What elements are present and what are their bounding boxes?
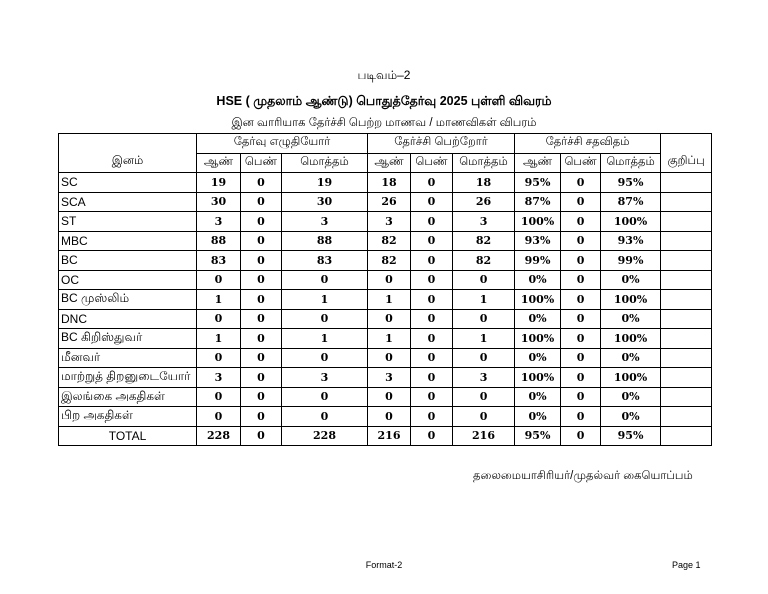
table-row xyxy=(59,192,712,212)
remark-cell xyxy=(661,270,712,290)
value-cell: 0 xyxy=(411,251,453,271)
value-cell: 0 xyxy=(241,309,282,329)
value-cell: 1 xyxy=(197,329,241,349)
sub-header-cell: மொத்தம் xyxy=(453,153,515,173)
value-cell: 0% xyxy=(601,270,661,290)
community-name: பிற அகதிகள் xyxy=(59,407,197,427)
value-cell: 95% xyxy=(515,426,561,446)
value-cell: 0% xyxy=(601,309,661,329)
table-row xyxy=(59,348,712,368)
value-cell: 0 xyxy=(561,231,601,251)
value-cell: 0 xyxy=(411,231,453,251)
value-cell: 0 xyxy=(453,387,515,407)
value-cell: 1 xyxy=(368,329,411,349)
table-row xyxy=(59,231,712,251)
remark-cell xyxy=(661,192,712,212)
value-cell: 99% xyxy=(601,251,661,271)
value-cell: 100% xyxy=(515,329,561,349)
value-cell: 0 xyxy=(561,251,601,271)
footer-format: Format-2 xyxy=(365,560,403,570)
group-header-passed: தேர்ச்சி பெற்றோர் xyxy=(368,134,515,154)
value-cell: 30 xyxy=(197,192,241,212)
value-cell: 100% xyxy=(515,290,561,310)
value-cell: 0 xyxy=(411,270,453,290)
value-cell: 0 xyxy=(241,251,282,271)
value-cell: 0 xyxy=(241,407,282,427)
value-cell: 26 xyxy=(368,192,411,212)
value-cell: 3 xyxy=(453,368,515,388)
value-cell: 0% xyxy=(515,407,561,427)
value-cell: 0 xyxy=(197,407,241,427)
community-name: மீனவர் xyxy=(59,348,197,368)
value-cell: 82 xyxy=(453,251,515,271)
value-cell: 0% xyxy=(515,270,561,290)
form-label: படிவம்–2 xyxy=(357,68,411,82)
value-cell: 93% xyxy=(515,231,561,251)
value-cell: 0 xyxy=(197,270,241,290)
value-cell: 0 xyxy=(197,309,241,329)
value-cell: 0 xyxy=(561,407,601,427)
sub-header-cell: ஆண் xyxy=(197,153,241,173)
value-cell: 0 xyxy=(282,348,368,368)
table-row xyxy=(59,407,712,427)
value-cell: 0% xyxy=(515,309,561,329)
value-cell: 0 xyxy=(411,348,453,368)
value-cell: 99% xyxy=(515,251,561,271)
community-name: DNC xyxy=(59,309,197,329)
value-cell: 30 xyxy=(282,192,368,212)
value-cell: 0 xyxy=(368,387,411,407)
community-name: SCA xyxy=(59,192,197,212)
value-cell: 0 xyxy=(561,290,601,310)
value-cell: 0 xyxy=(453,407,515,427)
remark-cell xyxy=(661,173,712,193)
remark-cell xyxy=(661,348,712,368)
value-cell: 0 xyxy=(368,309,411,329)
table-row xyxy=(59,173,712,193)
value-cell: 0 xyxy=(561,387,601,407)
table-row xyxy=(59,309,712,329)
sub-header-cell: பெண் xyxy=(561,153,601,173)
remarks-header: குறிப்பு xyxy=(661,134,712,173)
value-cell: 82 xyxy=(368,231,411,251)
table-row xyxy=(59,368,712,388)
value-cell: 83 xyxy=(197,251,241,271)
value-cell: 0 xyxy=(411,173,453,193)
value-cell: 0 xyxy=(241,173,282,193)
remark-cell xyxy=(661,368,712,388)
value-cell: 1 xyxy=(282,290,368,310)
value-cell: 228 xyxy=(282,426,368,446)
value-cell: 0 xyxy=(561,270,601,290)
value-cell: 3 xyxy=(282,368,368,388)
community-name: SC xyxy=(59,173,197,193)
value-cell: 0 xyxy=(282,407,368,427)
value-cell: 0 xyxy=(411,329,453,349)
value-cell: 100% xyxy=(515,368,561,388)
document-title: HSE ( முதலாம் ஆண்டு) பொதுத்தேர்வு 2025 புள்ளி விவரம் xyxy=(216,94,552,108)
value-cell: 100% xyxy=(601,212,661,232)
value-cell: 0 xyxy=(282,309,368,329)
value-cell: 0 xyxy=(561,173,601,193)
sub-header-cell: மொத்தம் xyxy=(601,153,661,173)
value-cell: 87% xyxy=(601,192,661,212)
value-cell: 100% xyxy=(601,368,661,388)
value-cell: 0 xyxy=(561,212,601,232)
value-cell: 0 xyxy=(411,212,453,232)
value-cell: 100% xyxy=(601,290,661,310)
value-cell: 0 xyxy=(561,309,601,329)
value-cell: 0 xyxy=(241,290,282,310)
value-cell: 95% xyxy=(515,173,561,193)
value-cell: 0 xyxy=(411,426,453,446)
value-cell: 0 xyxy=(241,348,282,368)
community-name: OC xyxy=(59,270,197,290)
value-cell: 0 xyxy=(411,192,453,212)
value-cell: 0 xyxy=(241,368,282,388)
value-cell: 0 xyxy=(241,329,282,349)
value-cell: 1 xyxy=(368,290,411,310)
footer-page-number: Page 1 xyxy=(672,560,701,570)
value-cell: 228 xyxy=(197,426,241,446)
sub-header-cell: மொத்தம் xyxy=(282,153,368,173)
remark-cell xyxy=(661,212,712,232)
value-cell: 0 xyxy=(561,348,601,368)
value-cell: 0 xyxy=(411,290,453,310)
community-name: மாற்றுத் திறனுடையோர் xyxy=(59,368,197,388)
sub-header-cell: பெண் xyxy=(411,153,453,173)
community-name: BC xyxy=(59,251,197,271)
remark-cell xyxy=(661,426,712,446)
remark-cell xyxy=(661,251,712,271)
value-cell: 0% xyxy=(601,348,661,368)
value-cell: 93% xyxy=(601,231,661,251)
group-header-pass-percentage: தேர்ச்சி சதவிதம் xyxy=(515,134,661,154)
table-row xyxy=(59,270,712,290)
remark-cell xyxy=(661,387,712,407)
value-cell: 0 xyxy=(368,407,411,427)
table-row xyxy=(59,251,712,271)
table-row xyxy=(59,212,712,232)
value-cell: 0 xyxy=(561,192,601,212)
value-cell: 0 xyxy=(241,212,282,232)
remark-cell xyxy=(661,290,712,310)
value-cell: 18 xyxy=(368,173,411,193)
value-cell: 95% xyxy=(601,173,661,193)
value-cell: 0 xyxy=(241,387,282,407)
table-row xyxy=(59,387,712,407)
remark-cell xyxy=(661,407,712,427)
value-cell: 3 xyxy=(368,212,411,232)
value-cell: 83 xyxy=(282,251,368,271)
value-cell: 0 xyxy=(197,387,241,407)
community-name: இலங்கை அகதிகள் xyxy=(59,387,197,407)
value-cell: 82 xyxy=(368,251,411,271)
value-cell: 1 xyxy=(282,329,368,349)
sub-header-cell: பெண் xyxy=(241,153,282,173)
value-cell: 100% xyxy=(515,212,561,232)
value-cell: 3 xyxy=(453,212,515,232)
signature-label: தலைமையாசிரியர்/முதல்வர் கையொப்பம் xyxy=(473,470,693,482)
community-name: BC முஸ்லிம் xyxy=(59,290,197,310)
value-cell: 88 xyxy=(197,231,241,251)
community-name: MBC xyxy=(59,231,197,251)
community-header: இனம் xyxy=(59,134,197,173)
value-cell: 82 xyxy=(453,231,515,251)
document-subtitle: இன வாரியாக தேர்ச்சி பெற்ற மாணவ / மாணவிகள் விபரம் xyxy=(231,117,537,129)
value-cell: 3 xyxy=(197,212,241,232)
value-cell: 0 xyxy=(561,368,601,388)
value-cell: 88 xyxy=(282,231,368,251)
value-cell: 1 xyxy=(453,329,515,349)
value-cell: 0 xyxy=(411,368,453,388)
value-cell: 19 xyxy=(197,173,241,193)
value-cell: 87% xyxy=(515,192,561,212)
value-cell: 0 xyxy=(453,348,515,368)
community-name: BC கிறிஸ்துவர் xyxy=(59,329,197,349)
value-cell: 3 xyxy=(197,368,241,388)
value-cell: 216 xyxy=(368,426,411,446)
value-cell: 0 xyxy=(453,270,515,290)
value-cell: 0 xyxy=(241,231,282,251)
value-cell: 95% xyxy=(601,426,661,446)
total-row xyxy=(59,426,712,446)
table-row xyxy=(59,329,712,349)
value-cell: 0 xyxy=(453,309,515,329)
group-header-appeared: தேர்வு எழுதியோர் xyxy=(197,134,368,154)
value-cell: 0 xyxy=(241,426,282,446)
value-cell: 1 xyxy=(197,290,241,310)
sub-header-cell: ஆண் xyxy=(368,153,411,173)
value-cell: 0% xyxy=(601,387,661,407)
value-cell: 0 xyxy=(282,387,368,407)
community-name: ST xyxy=(59,212,197,232)
remark-cell xyxy=(661,231,712,251)
value-cell: 0 xyxy=(197,348,241,368)
value-cell: 216 xyxy=(453,426,515,446)
value-cell: 0 xyxy=(241,192,282,212)
sub-header-cell: ஆண் xyxy=(515,153,561,173)
value-cell: 26 xyxy=(453,192,515,212)
total-label: TOTAL xyxy=(59,426,197,446)
value-cell: 1 xyxy=(453,290,515,310)
value-cell: 0 xyxy=(282,270,368,290)
table-row xyxy=(59,290,712,310)
value-cell: 0 xyxy=(411,387,453,407)
remark-cell xyxy=(661,329,712,349)
value-cell: 19 xyxy=(282,173,368,193)
value-cell: 0 xyxy=(411,309,453,329)
results-table xyxy=(58,133,712,446)
value-cell: 3 xyxy=(282,212,368,232)
value-cell: 0% xyxy=(601,407,661,427)
remark-cell xyxy=(661,309,712,329)
value-cell: 0% xyxy=(515,348,561,368)
value-cell: 100% xyxy=(601,329,661,349)
value-cell: 0 xyxy=(561,426,601,446)
value-cell: 0 xyxy=(241,270,282,290)
value-cell: 18 xyxy=(453,173,515,193)
value-cell: 0% xyxy=(515,387,561,407)
value-cell: 0 xyxy=(368,348,411,368)
value-cell: 0 xyxy=(561,329,601,349)
value-cell: 3 xyxy=(368,368,411,388)
value-cell: 0 xyxy=(411,407,453,427)
value-cell: 0 xyxy=(368,270,411,290)
